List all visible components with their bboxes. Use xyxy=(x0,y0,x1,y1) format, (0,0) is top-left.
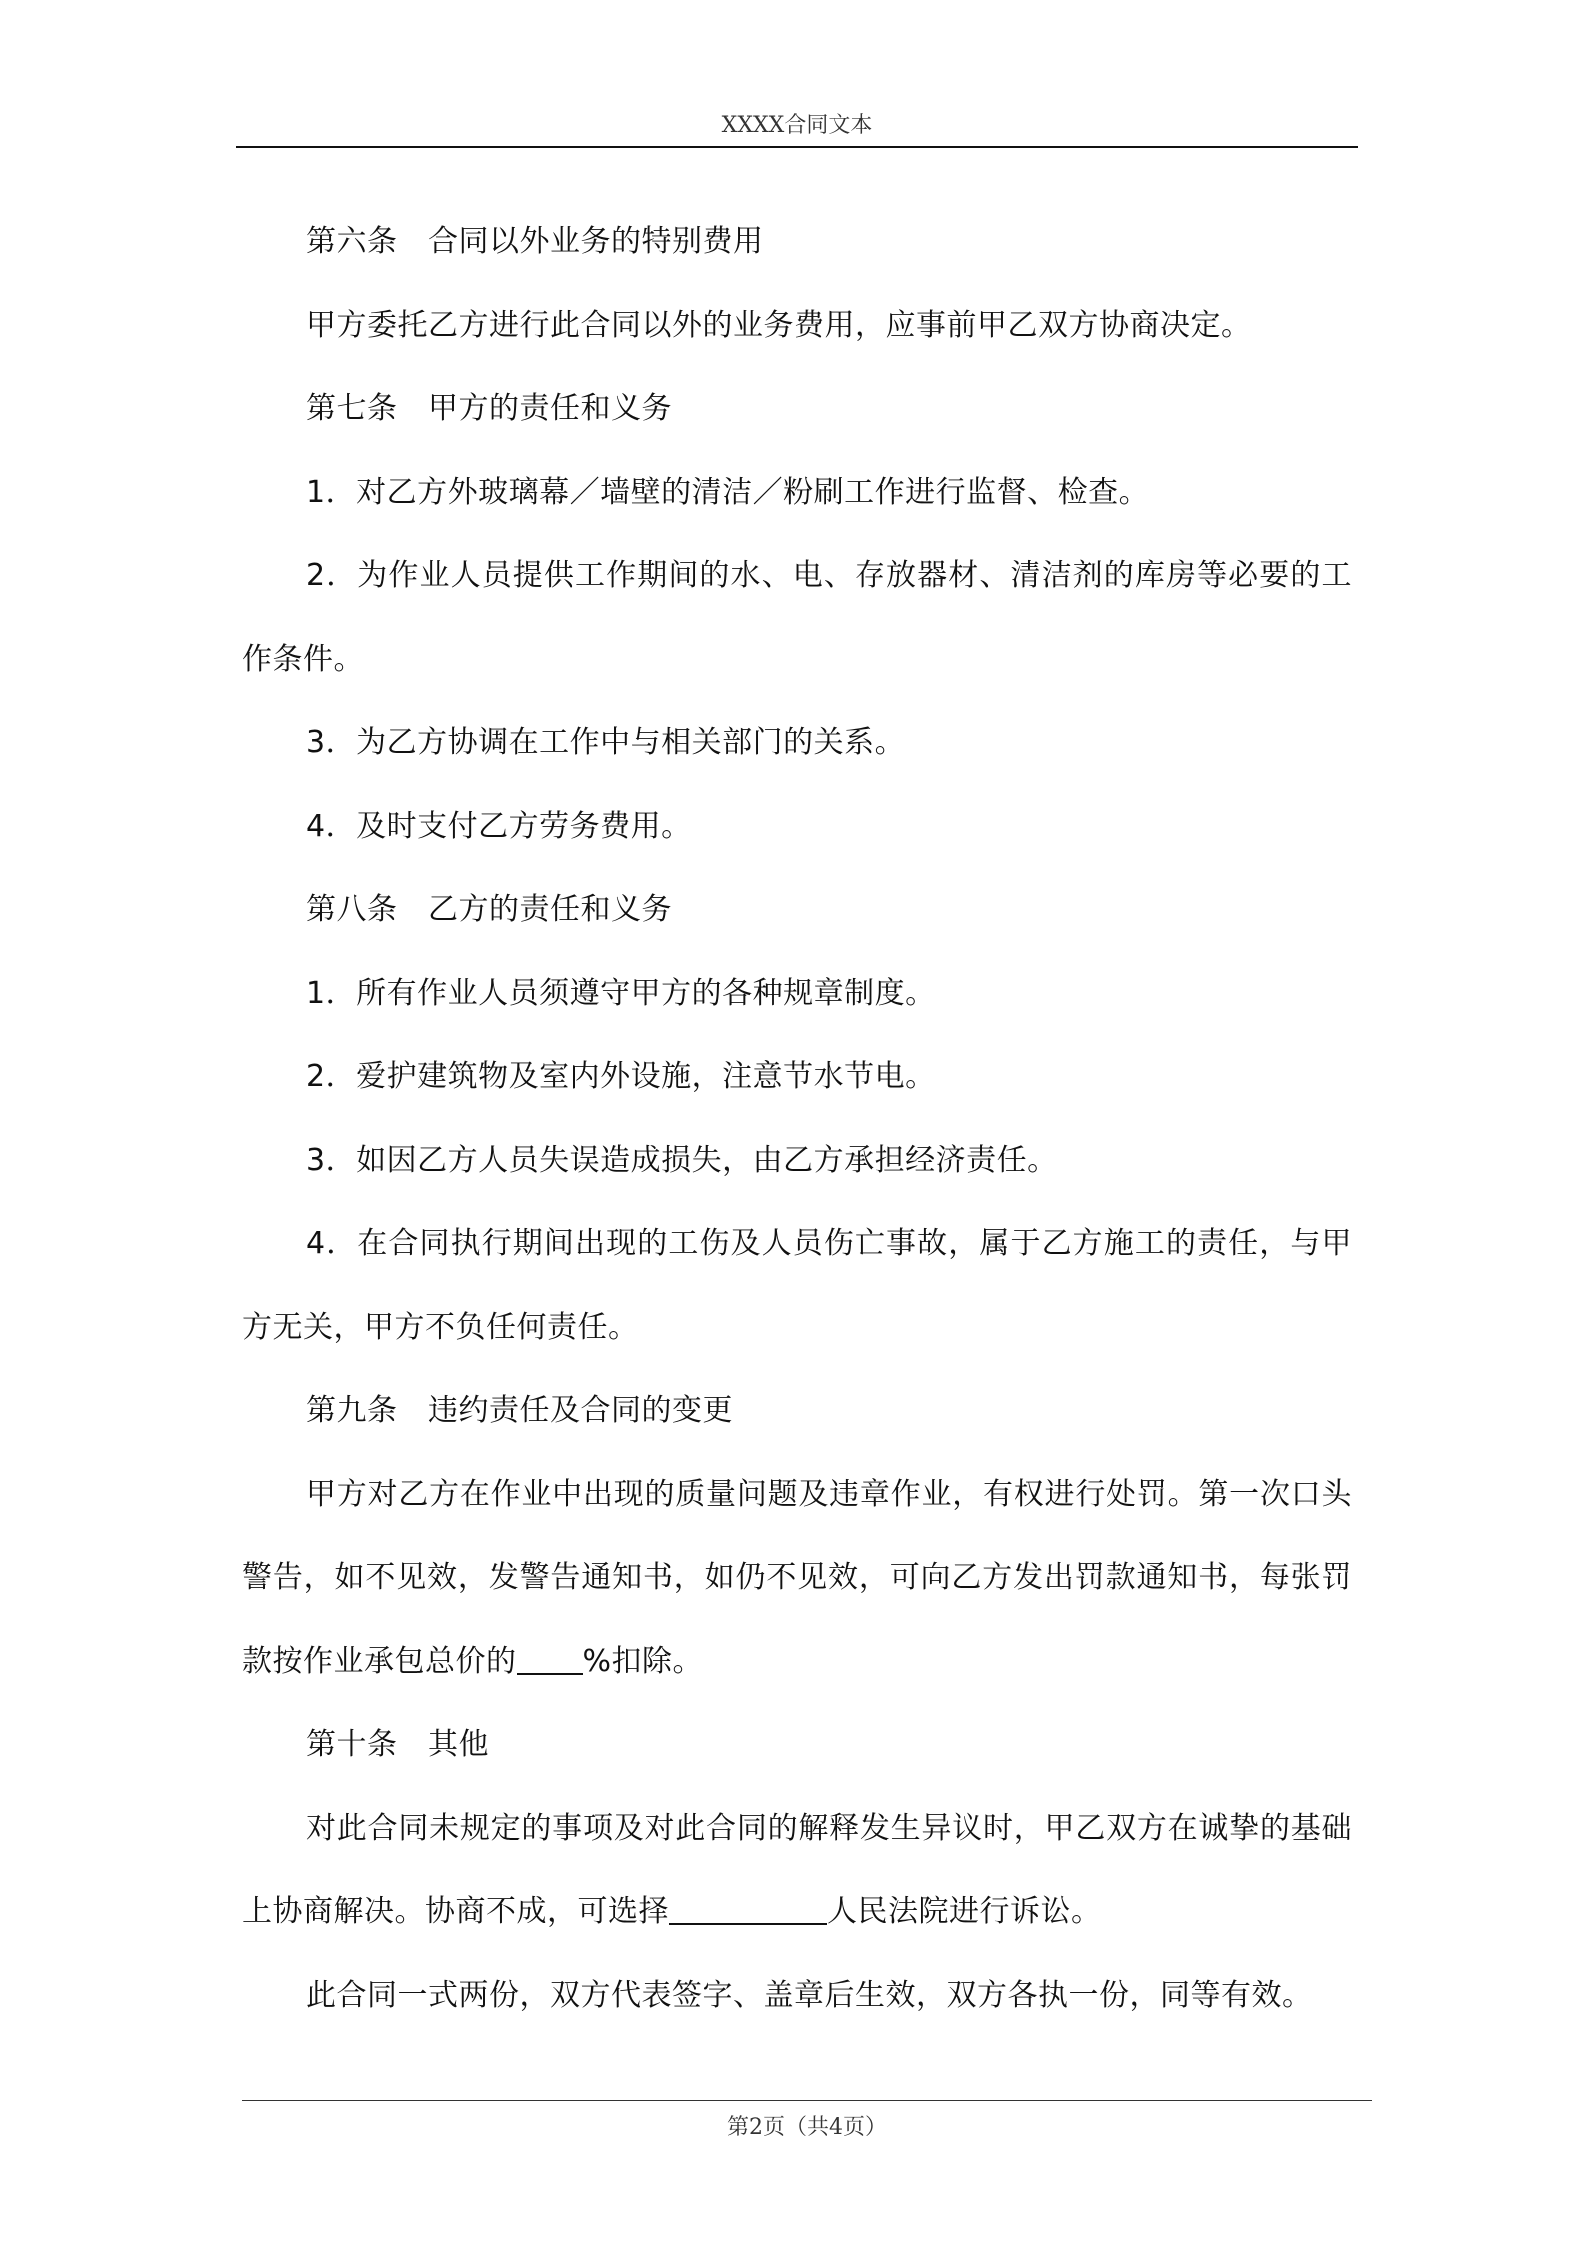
article-8-heading: 第八条 乙方的责任和义务 xyxy=(306,892,672,927)
article-7-item-3: 3．为乙方协调在工作中与相关部门的关系。 xyxy=(306,725,906,760)
article-7-item-1: 1．对乙方外玻璃幕／墙壁的清洁／粉刷工作进行监督、检查。 xyxy=(306,474,1150,510)
page-header-title: XXXX合同文本 xyxy=(721,113,873,138)
article-7-heading: 第七条 甲方的责任和义务 xyxy=(306,391,672,426)
court-blank-field[interactable] xyxy=(669,1893,827,1925)
article-9-text-after-blank: %扣除。 xyxy=(582,1643,704,1679)
page-number-footer: 第2页（共4页） xyxy=(727,2115,887,2140)
article-7-item-4: 4．及时支付乙方劳务费用。 xyxy=(306,808,692,844)
article-8-item-1: 1．所有作业人员须遵守甲方的各种规章制度。 xyxy=(306,975,936,1011)
article-9-heading: 第九条 违约责任及合同的变更 xyxy=(306,1393,733,1428)
article-10-paragraph-2: 此合同一式两份，双方代表签字、盖章后生效，双方各执一份，同等有效。 xyxy=(306,1977,1313,2013)
percentage-blank-field[interactable] xyxy=(517,1643,583,1675)
contract-body xyxy=(242,200,1352,2037)
article-9-text-before-blank: 甲方对乙方在作业中出现的质量问题及违章作业，有权进行处罚。第一次口头警告，如不见效，发警告通知书，如仍不见效，可向乙方发出罚款通知书，每张罚款按作业承包总价的 xyxy=(242,1476,1352,1679)
footer-divider xyxy=(242,2100,1372,2101)
article-10-paragraph-1 xyxy=(242,1787,1352,1954)
article-6-paragraph: 甲方委托乙方进行此合同以外的业务费用，应事前甲乙双方协商决定。 xyxy=(306,307,1252,343)
article-10-heading: 第十条 其他 xyxy=(306,1727,489,1762)
article-6-heading: 第六条 合同以外业务的特别费用 xyxy=(306,224,764,259)
article-10-text-before-blank: 对此合同未规定的事项及对此合同的解释发生异议时，甲乙双方在诚挚的基础上协商解决。协商不成，可选择 xyxy=(242,1810,1352,1929)
header-divider xyxy=(236,146,1358,148)
article-7-item-2: 2．为作业人员提供工作期间的水、电、存放器材、清洁剂的库房等必要的工作条件。 xyxy=(242,558,1352,677)
article-8-item-4: 4．在合同执行期间出现的工伤及人员伤亡事故，属于乙方施工的责任，与甲方无关，甲方不负任何责任。 xyxy=(242,1226,1352,1345)
article-10-text-after-blank: 人民法院进行诉讼。 xyxy=(827,1894,1102,1929)
article-9-paragraph xyxy=(242,1453,1352,1704)
article-8-item-3: 3．如因乙方人员失误造成损失，由乙方承担经济责任。 xyxy=(306,1142,1058,1178)
article-8-item-2: 2．爱护建筑物及室内外设施，注意节水节电。 xyxy=(306,1059,936,1094)
